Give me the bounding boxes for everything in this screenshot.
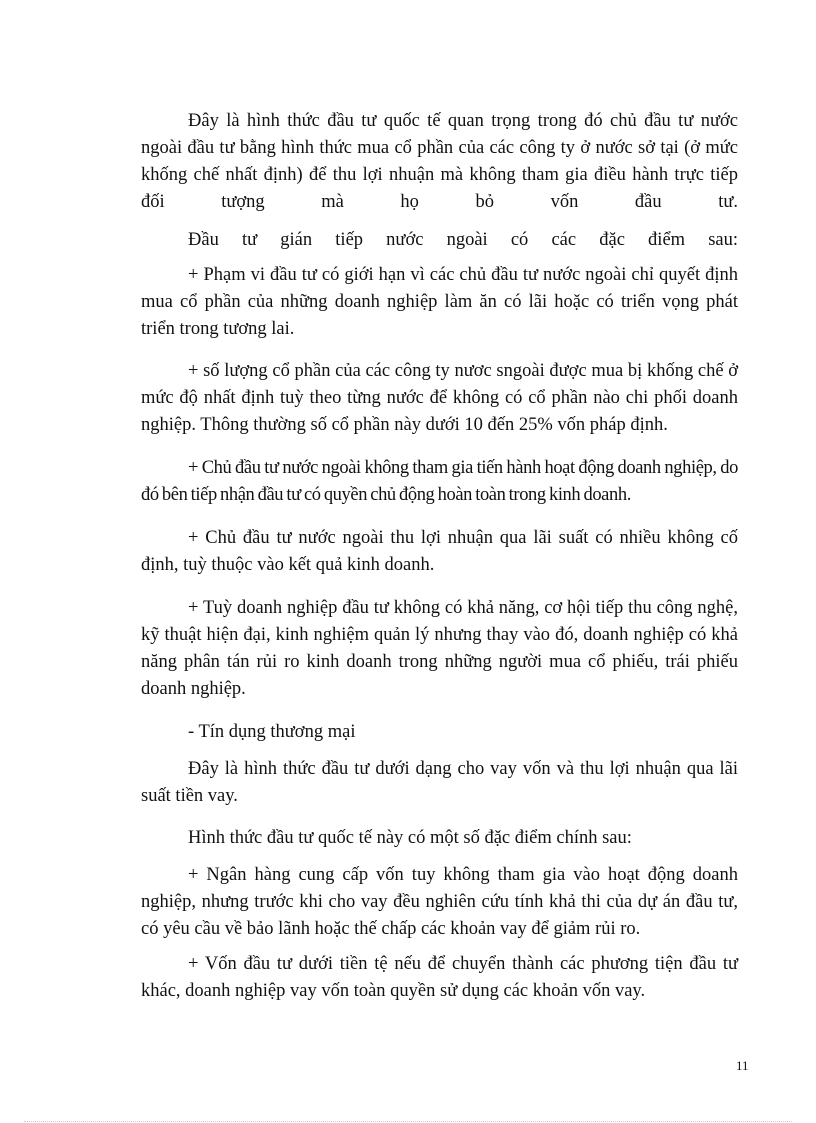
paragraph-profit: + Chủ đầu tư nước ngoài thu lợi nhuận qua lãi suất có nhiều không cố định, tuỳ thuộc vào kết quả kinh doanh. [141,528,738,575]
paragraph-features-heading: Đầu tư gián tiếp nước ngoài có các đặc điểm sau: [188,230,738,250]
page-bottom-border [24,1121,792,1122]
page-number: 11 [736,1058,749,1073]
body-text [141,108,738,1005]
paragraph-share-quantity: + số lượng cổ phần của các công ty nươc sngoài được mua bị khống chế ở mức độ nhất định tuỳ theo từng nước để không có cổ phần nào chi phối doanh nghiệp. Thông thường số cổ phần này dưới 10 đến 25% vốn pháp định. [141,361,738,435]
paragraph-credit-definition: Đây là hình thức đầu tư dưới dạng cho vay vốn và thu lợi nhuận qua lãi suất tiền vay. [141,759,738,806]
paragraph-scope: + Phạm vi đầu tư có giới hạn vì các chủ đầu tư nước ngoài chỉ quyết định mua cổ phần của những doanh nghiệp làm ăn có lãi hoặc có triển vọng phát triển trong tương lai. [141,265,738,339]
paragraph-bank: + Ngân hàng cung cấp vốn tuy không tham gia vào hoạt động doanh nghiệp, nhưng trước khi cho vay đều nghiên cứu tính khả thi của dự án đầu tư, có yêu cầu về bảo lãnh hoặc thế chấp các khoản vay để giảm rủi ro. [141,865,738,939]
paragraph-no-management: + Chủ đầu tư nước ngoài không tham gia tiến hành hoạt động doanh nghiệp, do đó bên tiếp nhận đầu tư có quyền chủ động hoàn toàn trong kinh doanh. [141,458,738,505]
paragraph-technology: + Tuỳ doanh nghiệp đầu tư không có khả năng, cơ hội tiếp thu công nghệ, kỹ thuật hiện đại, kinh nghiệm quản lý nhưng thay vào đó, doanh nghiệp có khả năng phân tán rủi ro kinh doanh trong những người mua cổ phiếu, trái phiếu doanh nghiệp. [141,598,738,699]
paragraph-capital: + Vốn đầu tư dưới tiền tệ nếu để chuyển thành các phương tiện đầu tư khác, doanh nghiệp vay vốn toàn quyền sử dụng các khoản vốn vay. [141,954,738,1001]
paragraph-intro: Đây là hình thức đầu tư quốc tế quan trọng trong đó chủ đầu tư nước ngoài đầu tư bằng hình thức mua cổ phần của các công ty ở nước sở tại (ở mức khống chế nhất định) để thu lợi nhuận mà không tham gia điều hành trực tiếp đối tượng mà họ bỏ vốn đầu tư. [141,111,738,212]
subheading-commercial-credit: - Tín dụng thương mại [188,722,356,742]
paragraph-credit-features-heading: Hình thức đầu tư quốc tế này có một số đặc điểm chính sau: [188,828,632,848]
